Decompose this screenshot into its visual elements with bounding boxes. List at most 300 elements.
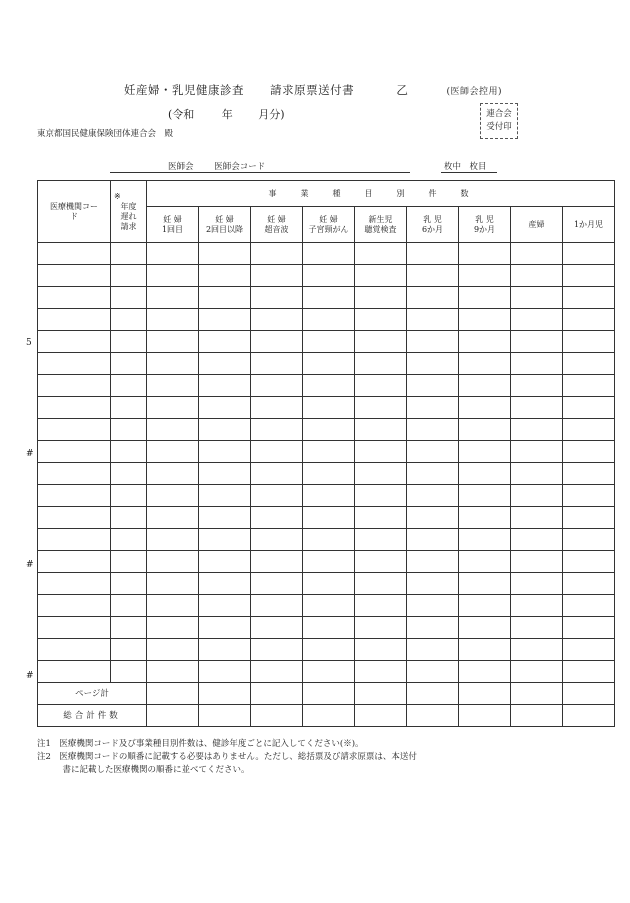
table-row (38, 463, 615, 485)
count-cell[interactable] (511, 265, 563, 287)
count-cell[interactable] (511, 485, 563, 507)
count-cell[interactable] (459, 617, 511, 639)
count-cell[interactable] (459, 573, 511, 595)
count-cell[interactable] (355, 551, 407, 573)
org-code-cell[interactable] (38, 287, 111, 309)
late-claim-cell[interactable] (111, 375, 147, 397)
count-cell[interactable] (407, 375, 459, 397)
count-cell[interactable] (407, 331, 459, 353)
late-claim-cell[interactable] (111, 309, 147, 331)
count-cell[interactable] (199, 397, 251, 419)
count-cell[interactable] (303, 573, 355, 595)
count-cell[interactable] (199, 639, 251, 661)
count-cell[interactable] (563, 529, 615, 551)
count-cell[interactable] (199, 309, 251, 331)
count-cell[interactable] (303, 243, 355, 265)
count-cell[interactable] (199, 529, 251, 551)
count-cell[interactable] (459, 265, 511, 287)
total-count-cell[interactable] (147, 683, 199, 705)
title-type: 乙 (396, 83, 409, 97)
count-cell[interactable] (511, 243, 563, 265)
org-code-cell[interactable] (38, 463, 111, 485)
count-cell[interactable] (147, 331, 199, 353)
count-cell[interactable] (303, 419, 355, 441)
late-claim-cell[interactable] (111, 397, 147, 419)
total-count-cell[interactable] (199, 705, 251, 727)
count-cell[interactable] (251, 353, 303, 375)
late-claim-cell[interactable] (111, 287, 147, 309)
total-count-cell[interactable] (563, 705, 615, 727)
count-cell[interactable] (355, 595, 407, 617)
org-code-cell[interactable] (38, 529, 111, 551)
side-mark: # (26, 560, 34, 570)
count-cell[interactable] (459, 243, 511, 265)
stamp-line1: 連合会 (486, 109, 512, 119)
title-copy-note: (医師会控用) (446, 87, 502, 97)
total-count-cell[interactable] (459, 705, 511, 727)
count-cell[interactable] (355, 617, 407, 639)
count-cell[interactable] (251, 639, 303, 661)
count-cell[interactable] (355, 485, 407, 507)
count-cell[interactable] (459, 331, 511, 353)
count-cell[interactable] (355, 287, 407, 309)
era-year: 年 (221, 108, 233, 121)
era-month: 月分) (258, 108, 285, 121)
count-cell[interactable] (563, 353, 615, 375)
count-cell[interactable] (563, 287, 615, 309)
count-cell[interactable] (303, 287, 355, 309)
count-cell[interactable] (251, 397, 303, 419)
table-row (38, 595, 615, 617)
count-cell[interactable] (355, 331, 407, 353)
total-count-cell[interactable] (303, 705, 355, 727)
count-cell[interactable] (407, 661, 459, 683)
table-row (38, 397, 615, 419)
count-cell[interactable] (355, 573, 407, 595)
count-cell[interactable] (407, 485, 459, 507)
count-cell[interactable] (407, 243, 459, 265)
late-claim-cell[interactable] (111, 265, 147, 287)
count-cell[interactable] (459, 507, 511, 529)
late-claim-cell[interactable] (111, 463, 147, 485)
count-cell[interactable] (147, 375, 199, 397)
grand-total-row (38, 705, 615, 727)
count-cell[interactable] (147, 529, 199, 551)
count-cell[interactable] (563, 463, 615, 485)
count-cell[interactable] (511, 551, 563, 573)
org-code-cell[interactable] (38, 441, 111, 463)
count-cell[interactable] (407, 265, 459, 287)
count-cell[interactable] (459, 595, 511, 617)
era-reiwa: (令和 (168, 108, 195, 121)
count-cell[interactable] (199, 265, 251, 287)
late-mark: ※ (114, 191, 121, 201)
late-claim-cell[interactable] (111, 353, 147, 375)
count-cell[interactable] (147, 463, 199, 485)
count-cell[interactable] (511, 309, 563, 331)
count-cell[interactable] (303, 507, 355, 529)
count-cell[interactable] (407, 573, 459, 595)
org-code-cell[interactable] (38, 309, 111, 331)
receipt-stamp-box (480, 103, 518, 139)
col-header: 妊 婦 1回目 (147, 207, 199, 243)
count-cell[interactable] (407, 551, 459, 573)
late-claim-cell[interactable] (111, 243, 147, 265)
table-row (38, 617, 615, 639)
total-count-cell[interactable] (251, 705, 303, 727)
title-sub: 請求原票送付書 (270, 83, 355, 97)
org-code-cell[interactable] (38, 419, 111, 441)
late-text: 年度遅れ請求 (120, 201, 137, 231)
addressee: 東京都国民健康保険団体連合会 殿 (37, 129, 174, 139)
count-cell[interactable] (303, 529, 355, 551)
col-header: 1か月児 (563, 207, 615, 243)
count-cell[interactable] (147, 353, 199, 375)
late-claim-cell[interactable] (111, 507, 147, 529)
count-cell[interactable] (563, 485, 615, 507)
count-cell[interactable] (563, 551, 615, 573)
count-cell[interactable] (251, 309, 303, 331)
count-cell[interactable] (199, 441, 251, 463)
count-cell[interactable] (147, 441, 199, 463)
count-cell[interactable] (251, 419, 303, 441)
count-cell[interactable] (355, 243, 407, 265)
page-underline (441, 172, 497, 173)
count-cell[interactable] (355, 419, 407, 441)
count-cell[interactable] (355, 397, 407, 419)
count-cell[interactable] (303, 617, 355, 639)
count-cell[interactable] (511, 639, 563, 661)
count-cell[interactable] (199, 551, 251, 573)
total-count-cell[interactable] (355, 683, 407, 705)
count-cell[interactable] (147, 617, 199, 639)
count-cell[interactable] (251, 441, 303, 463)
total-count-cell[interactable] (251, 683, 303, 705)
count-cell[interactable] (511, 507, 563, 529)
org-code-cell[interactable] (38, 507, 111, 529)
count-cell[interactable] (303, 485, 355, 507)
note-2b: 書に記載した医療機関の順番に並べてください。 (37, 765, 250, 775)
count-cell[interactable] (563, 639, 615, 661)
count-cell[interactable] (251, 529, 303, 551)
count-cell[interactable] (511, 375, 563, 397)
count-cell[interactable] (355, 309, 407, 331)
count-cell[interactable] (407, 353, 459, 375)
total-count-cell[interactable] (355, 705, 407, 727)
count-cell[interactable] (251, 573, 303, 595)
count-cell[interactable] (303, 265, 355, 287)
late-claim-cell[interactable] (111, 419, 147, 441)
count-cell[interactable] (251, 595, 303, 617)
org-code-cell[interactable] (38, 551, 111, 573)
col-header: 新生児 聴覚検査 (355, 207, 407, 243)
col-header: 妊 婦 2回目以降 (199, 207, 251, 243)
count-cell[interactable] (563, 419, 615, 441)
count-cell[interactable] (251, 485, 303, 507)
count-cell[interactable] (303, 595, 355, 617)
count-cell[interactable] (563, 331, 615, 353)
late-claim-cell[interactable] (111, 441, 147, 463)
late-claim-cell[interactable] (111, 617, 147, 639)
table-row (38, 661, 615, 683)
count-cell[interactable] (147, 419, 199, 441)
count-cell[interactable] (563, 507, 615, 529)
count-cell[interactable] (563, 573, 615, 595)
table-row (38, 243, 615, 265)
form-title (124, 82, 502, 98)
table-row (38, 331, 615, 353)
late-claim-cell[interactable] (111, 639, 147, 661)
assoc-label: 医師会 (168, 162, 194, 172)
count-cell[interactable] (511, 331, 563, 353)
col-header: 妊 婦 超音波 (251, 207, 303, 243)
total-count-cell[interactable] (459, 683, 511, 705)
count-cell[interactable] (251, 243, 303, 265)
count-cell[interactable] (251, 551, 303, 573)
count-cell[interactable] (511, 397, 563, 419)
org-code-cell[interactable] (38, 243, 111, 265)
count-cell[interactable] (459, 463, 511, 485)
count-cell[interactable] (303, 639, 355, 661)
count-cell[interactable] (199, 243, 251, 265)
org-code-cell[interactable] (38, 265, 111, 287)
table-row (38, 639, 615, 661)
count-cell[interactable] (147, 573, 199, 595)
late-claim-cell[interactable] (111, 661, 147, 683)
table-row (38, 309, 615, 331)
count-cell[interactable] (563, 661, 615, 683)
col-late-claim (111, 181, 147, 243)
side-mark: 5 (26, 338, 32, 348)
org-code-cell[interactable] (38, 661, 111, 683)
count-cell[interactable] (147, 661, 199, 683)
count-cell[interactable] (459, 529, 511, 551)
count-cell[interactable] (459, 397, 511, 419)
count-cell[interactable] (459, 485, 511, 507)
assoc-underline (110, 172, 410, 173)
table-row (38, 573, 615, 595)
table-row (38, 441, 615, 463)
assoc-fields (168, 160, 265, 172)
count-cell[interactable] (407, 419, 459, 441)
count-cell[interactable] (459, 375, 511, 397)
stamp-line2: 受付印 (486, 122, 512, 132)
table-row (38, 265, 615, 287)
count-cell[interactable] (147, 309, 199, 331)
count-cell[interactable] (199, 287, 251, 309)
page-total-label: ページ計 (38, 683, 147, 705)
late-claim-cell[interactable] (111, 573, 147, 595)
total-count-cell[interactable] (511, 683, 563, 705)
count-cell[interactable] (459, 353, 511, 375)
table-row (38, 287, 615, 309)
count-cell[interactable] (147, 287, 199, 309)
count-cell[interactable] (251, 287, 303, 309)
count-cell[interactable] (511, 617, 563, 639)
count-cell[interactable] (147, 639, 199, 661)
count-cell[interactable] (459, 419, 511, 441)
page-total-row (38, 683, 615, 705)
col-header: 乳 児 9か月 (459, 207, 511, 243)
count-cell[interactable] (199, 617, 251, 639)
total-count-cell[interactable] (199, 683, 251, 705)
count-cell[interactable] (407, 507, 459, 529)
count-cell[interactable] (511, 573, 563, 595)
count-cell[interactable] (303, 397, 355, 419)
org-code-cell[interactable] (38, 617, 111, 639)
count-cell[interactable] (563, 595, 615, 617)
total-count-cell[interactable] (407, 683, 459, 705)
table-row (38, 353, 615, 375)
org-code-cell[interactable] (38, 375, 111, 397)
count-cell[interactable] (199, 419, 251, 441)
count-cell[interactable] (303, 463, 355, 485)
count-cell[interactable] (303, 353, 355, 375)
org-code-cell[interactable] (38, 595, 111, 617)
count-cell[interactable] (355, 507, 407, 529)
count-cell[interactable] (355, 639, 407, 661)
count-cell[interactable] (563, 375, 615, 397)
title-main: 妊産婦・乳児健康診査 (124, 83, 244, 97)
count-cell[interactable] (459, 639, 511, 661)
side-mark: # (26, 449, 34, 459)
col-org-code: 医療機関コード (38, 181, 111, 243)
count-cell[interactable] (407, 287, 459, 309)
count-cell[interactable] (147, 265, 199, 287)
count-cell[interactable] (251, 331, 303, 353)
count-cell[interactable] (147, 243, 199, 265)
late-claim-cell[interactable] (111, 485, 147, 507)
count-cell[interactable] (355, 375, 407, 397)
count-cell[interactable] (199, 485, 251, 507)
count-cell[interactable] (199, 331, 251, 353)
org-code-cell[interactable] (38, 331, 111, 353)
count-cell[interactable] (563, 441, 615, 463)
table-row (38, 551, 615, 573)
count-cell[interactable] (147, 595, 199, 617)
org-code-cell[interactable] (38, 639, 111, 661)
late-claim-cell[interactable] (111, 595, 147, 617)
table-row (38, 507, 615, 529)
table-row (38, 375, 615, 397)
count-cell[interactable] (147, 551, 199, 573)
count-cell[interactable] (511, 287, 563, 309)
count-cell[interactable] (355, 353, 407, 375)
count-cell[interactable] (147, 507, 199, 529)
table-row (38, 485, 615, 507)
assoc-code-label: 医師会コード (214, 162, 266, 172)
count-cell[interactable] (563, 397, 615, 419)
count-cell[interactable] (563, 309, 615, 331)
count-cell[interactable] (147, 485, 199, 507)
col-header: 乳 児 6か月 (407, 207, 459, 243)
count-cell[interactable] (563, 617, 615, 639)
count-cell[interactable] (303, 441, 355, 463)
count-cell[interactable] (199, 375, 251, 397)
count-cell[interactable] (459, 441, 511, 463)
count-cell[interactable] (355, 463, 407, 485)
count-cell[interactable] (511, 661, 563, 683)
era-line (168, 106, 285, 122)
late-claim-cell[interactable] (111, 529, 147, 551)
note-2a: 注2 医療機関コードの順番に記載する必要はありません。ただし、総括票及び請求原票は、本送付 (37, 752, 417, 762)
count-cell[interactable] (459, 309, 511, 331)
count-cell[interactable] (355, 441, 407, 463)
total-count-cell[interactable] (407, 705, 459, 727)
count-cell[interactable] (407, 441, 459, 463)
grand-total-label: 総合計件数 (38, 705, 147, 727)
count-cell[interactable] (303, 551, 355, 573)
table-row (38, 419, 615, 441)
count-cell[interactable] (251, 375, 303, 397)
count-cell[interactable] (511, 441, 563, 463)
count-cell[interactable] (511, 353, 563, 375)
total-count-cell[interactable] (303, 683, 355, 705)
group-header: 事業種目別件数 (147, 181, 615, 207)
late-claim-cell[interactable] (111, 331, 147, 353)
count-cell[interactable] (355, 265, 407, 287)
count-cell[interactable] (355, 661, 407, 683)
count-cell[interactable] (199, 463, 251, 485)
org-code-cell[interactable] (38, 485, 111, 507)
count-cell[interactable] (407, 639, 459, 661)
count-cell[interactable] (199, 507, 251, 529)
count-cell[interactable] (303, 331, 355, 353)
count-cell[interactable] (303, 661, 355, 683)
col-header: 産婦 (511, 207, 563, 243)
count-cell[interactable] (199, 595, 251, 617)
count-cell[interactable] (251, 507, 303, 529)
count-cell[interactable] (563, 243, 615, 265)
total-count-cell[interactable] (147, 705, 199, 727)
count-cell[interactable] (407, 463, 459, 485)
count-cell[interactable] (407, 397, 459, 419)
count-cell[interactable] (459, 661, 511, 683)
count-cell[interactable] (407, 595, 459, 617)
count-cell[interactable] (251, 265, 303, 287)
count-cell[interactable] (511, 419, 563, 441)
count-cell[interactable] (251, 661, 303, 683)
late-claim-cell[interactable] (111, 551, 147, 573)
count-cell[interactable] (459, 287, 511, 309)
count-cell[interactable] (199, 661, 251, 683)
count-cell[interactable] (511, 463, 563, 485)
count-cell[interactable] (303, 375, 355, 397)
count-cell[interactable] (147, 397, 199, 419)
side-mark: # (26, 671, 34, 681)
count-cell[interactable] (407, 617, 459, 639)
count-cell[interactable] (251, 617, 303, 639)
total-count-cell[interactable] (511, 705, 563, 727)
claims-table (37, 180, 615, 727)
count-cell[interactable] (407, 309, 459, 331)
count-cell[interactable] (303, 309, 355, 331)
count-cell[interactable] (251, 463, 303, 485)
org-code-cell[interactable] (38, 397, 111, 419)
count-cell[interactable] (199, 573, 251, 595)
count-cell[interactable] (199, 353, 251, 375)
org-code-cell[interactable] (38, 573, 111, 595)
total-count-cell[interactable] (563, 683, 615, 705)
count-cell[interactable] (459, 551, 511, 573)
page-count-label: 枚中 枚目 (444, 162, 487, 172)
count-cell[interactable] (563, 265, 615, 287)
org-code-cell[interactable] (38, 353, 111, 375)
count-cell[interactable] (355, 529, 407, 551)
count-cell[interactable] (511, 529, 563, 551)
count-cell[interactable] (511, 595, 563, 617)
count-cell[interactable] (407, 529, 459, 551)
